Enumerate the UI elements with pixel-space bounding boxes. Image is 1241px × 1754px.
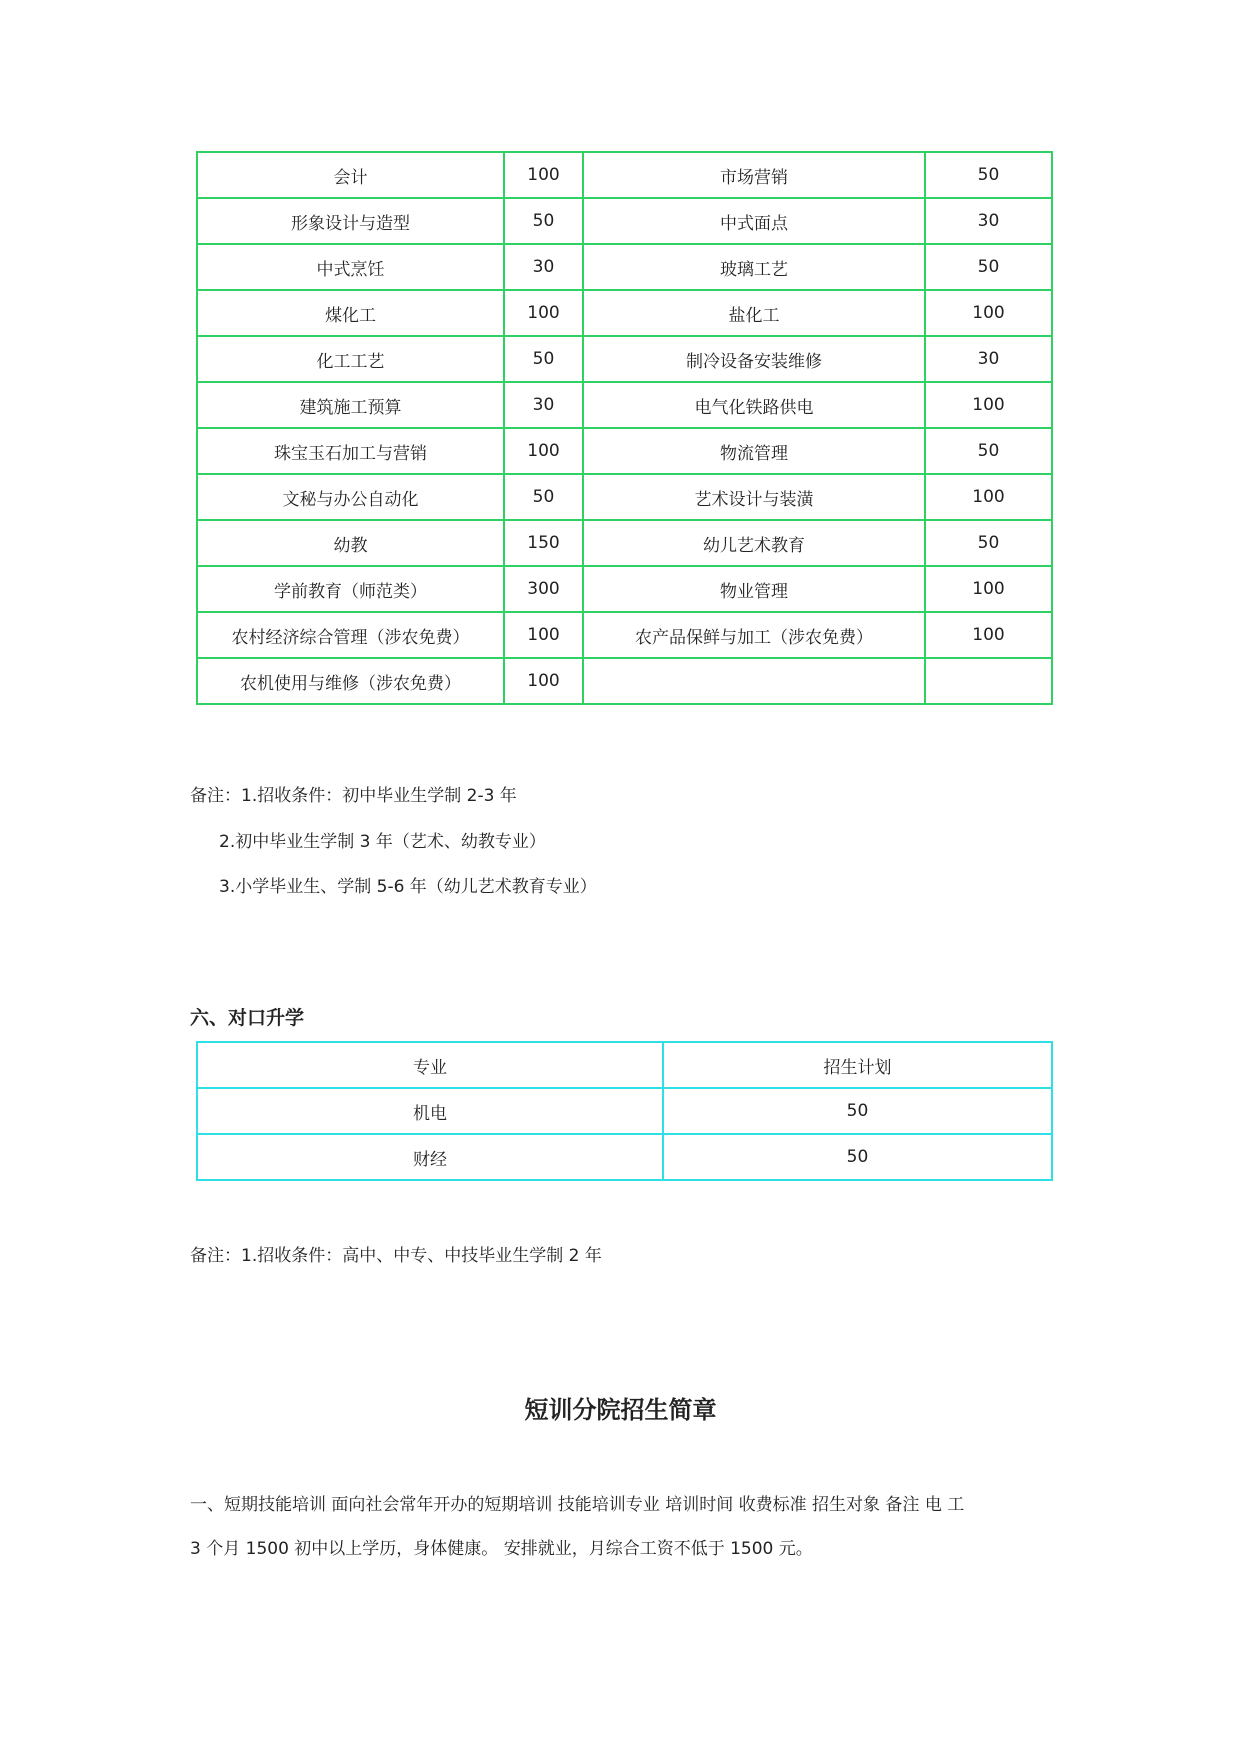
section6-note: 备注：1.招收条件：高中、中专、中技毕业生学制 2 年 [190,1246,602,1266]
table-cell: 物流管理 [583,428,925,474]
table-cell: 30 [925,198,1052,244]
table-cell: 中式烹饪 [197,244,504,290]
majors-table-body [197,152,1052,704]
table-cell: 30 [504,244,583,290]
table-row [197,1134,1052,1180]
table-row [197,336,1052,382]
table-cell: 50 [925,152,1052,198]
table-header-row [197,1042,1052,1088]
table-cell: 50 [663,1088,1052,1134]
table-row [197,520,1052,566]
table-cell: 100 [504,152,583,198]
table-cell: 30 [504,382,583,428]
table-cell: 幼儿艺术教育 [583,520,925,566]
table-cell: 幼教 [197,520,504,566]
table-row [197,382,1052,428]
header-cell-plan: 招生计划 [663,1042,1052,1088]
table-cell: 农机使用与维修（涉农免费） [197,658,504,704]
table-cell: 文秘与办公自动化 [197,474,504,520]
table-cell [583,658,925,704]
short-training-title: 短训分院招生简章 [524,1396,717,1424]
note1-line3: 3.小学毕业生、学制 5-6 年（幼儿艺术教育专业） [219,877,597,897]
short-training-line1: 一、短期技能培训 面向社会常年开办的短期培训 技能培训专业 培训时间 收费标准 招生对象 备注 电 工 [190,1495,965,1515]
table-cell: 学前教育（师范类） [197,566,504,612]
table-cell: 化工工艺 [197,336,504,382]
table-cell: 中式面点 [583,198,925,244]
table-row [197,474,1052,520]
table-cell: 100 [925,382,1052,428]
table-cell: 100 [504,290,583,336]
table-cell: 50 [504,474,583,520]
table-cell: 煤化工 [197,290,504,336]
table-cell: 玻璃工艺 [583,244,925,290]
majors-table [196,151,1053,705]
table-cell: 珠宝玉石加工与营销 [197,428,504,474]
table-cell: 市场营销 [583,152,925,198]
table-cell: 电气化铁路供电 [583,382,925,428]
table-cell: 机电 [197,1088,663,1134]
header-cell-major: 专业 [197,1042,663,1088]
table-cell: 150 [504,520,583,566]
table-cell: 农村经济综合管理（涉农免费） [197,612,504,658]
table-cell: 50 [663,1134,1052,1180]
table-row [197,244,1052,290]
section6-heading: 六、对口升学 [190,1007,305,1029]
table-cell: 100 [504,428,583,474]
table-cell: 财经 [197,1134,663,1180]
table-cell: 300 [504,566,583,612]
section6-table [196,1041,1053,1181]
table-cell: 物业管理 [583,566,925,612]
table-row [197,1088,1052,1134]
table-cell: 50 [504,336,583,382]
table-cell: 100 [925,474,1052,520]
table-row [197,428,1052,474]
note1-line1: 备注：1.招收条件：初中毕业生学制 2-3 年 [190,786,517,806]
table-cell: 100 [925,566,1052,612]
table-cell: 50 [925,428,1052,474]
table-cell: 100 [504,612,583,658]
table-row [197,152,1052,198]
table-row [197,198,1052,244]
table-row [197,566,1052,612]
table-cell: 30 [925,336,1052,382]
note1-line2: 2.初中毕业生学制 3 年（艺术、幼教专业） [219,832,546,852]
table-cell: 农产品保鲜与加工（涉农免费） [583,612,925,658]
table-cell: 50 [925,244,1052,290]
table-cell: 会计 [197,152,504,198]
table-cell: 100 [504,658,583,704]
short-training-line2: 3 个月 1500 初中以上学历，身体健康。 安排就业，月综合工资不低于 1500 元。 [190,1539,813,1559]
table-row [197,290,1052,336]
table-row [197,612,1052,658]
table-cell: 100 [925,612,1052,658]
table-cell: 建筑施工预算 [197,382,504,428]
table-cell: 50 [925,520,1052,566]
table-cell [925,658,1052,704]
table-cell: 盐化工 [583,290,925,336]
table-row [197,658,1052,704]
table-cell: 艺术设计与装潢 [583,474,925,520]
table-cell: 50 [504,198,583,244]
table-cell: 形象设计与造型 [197,198,504,244]
table-cell: 制冷设备安装维修 [583,336,925,382]
table-cell: 100 [925,290,1052,336]
